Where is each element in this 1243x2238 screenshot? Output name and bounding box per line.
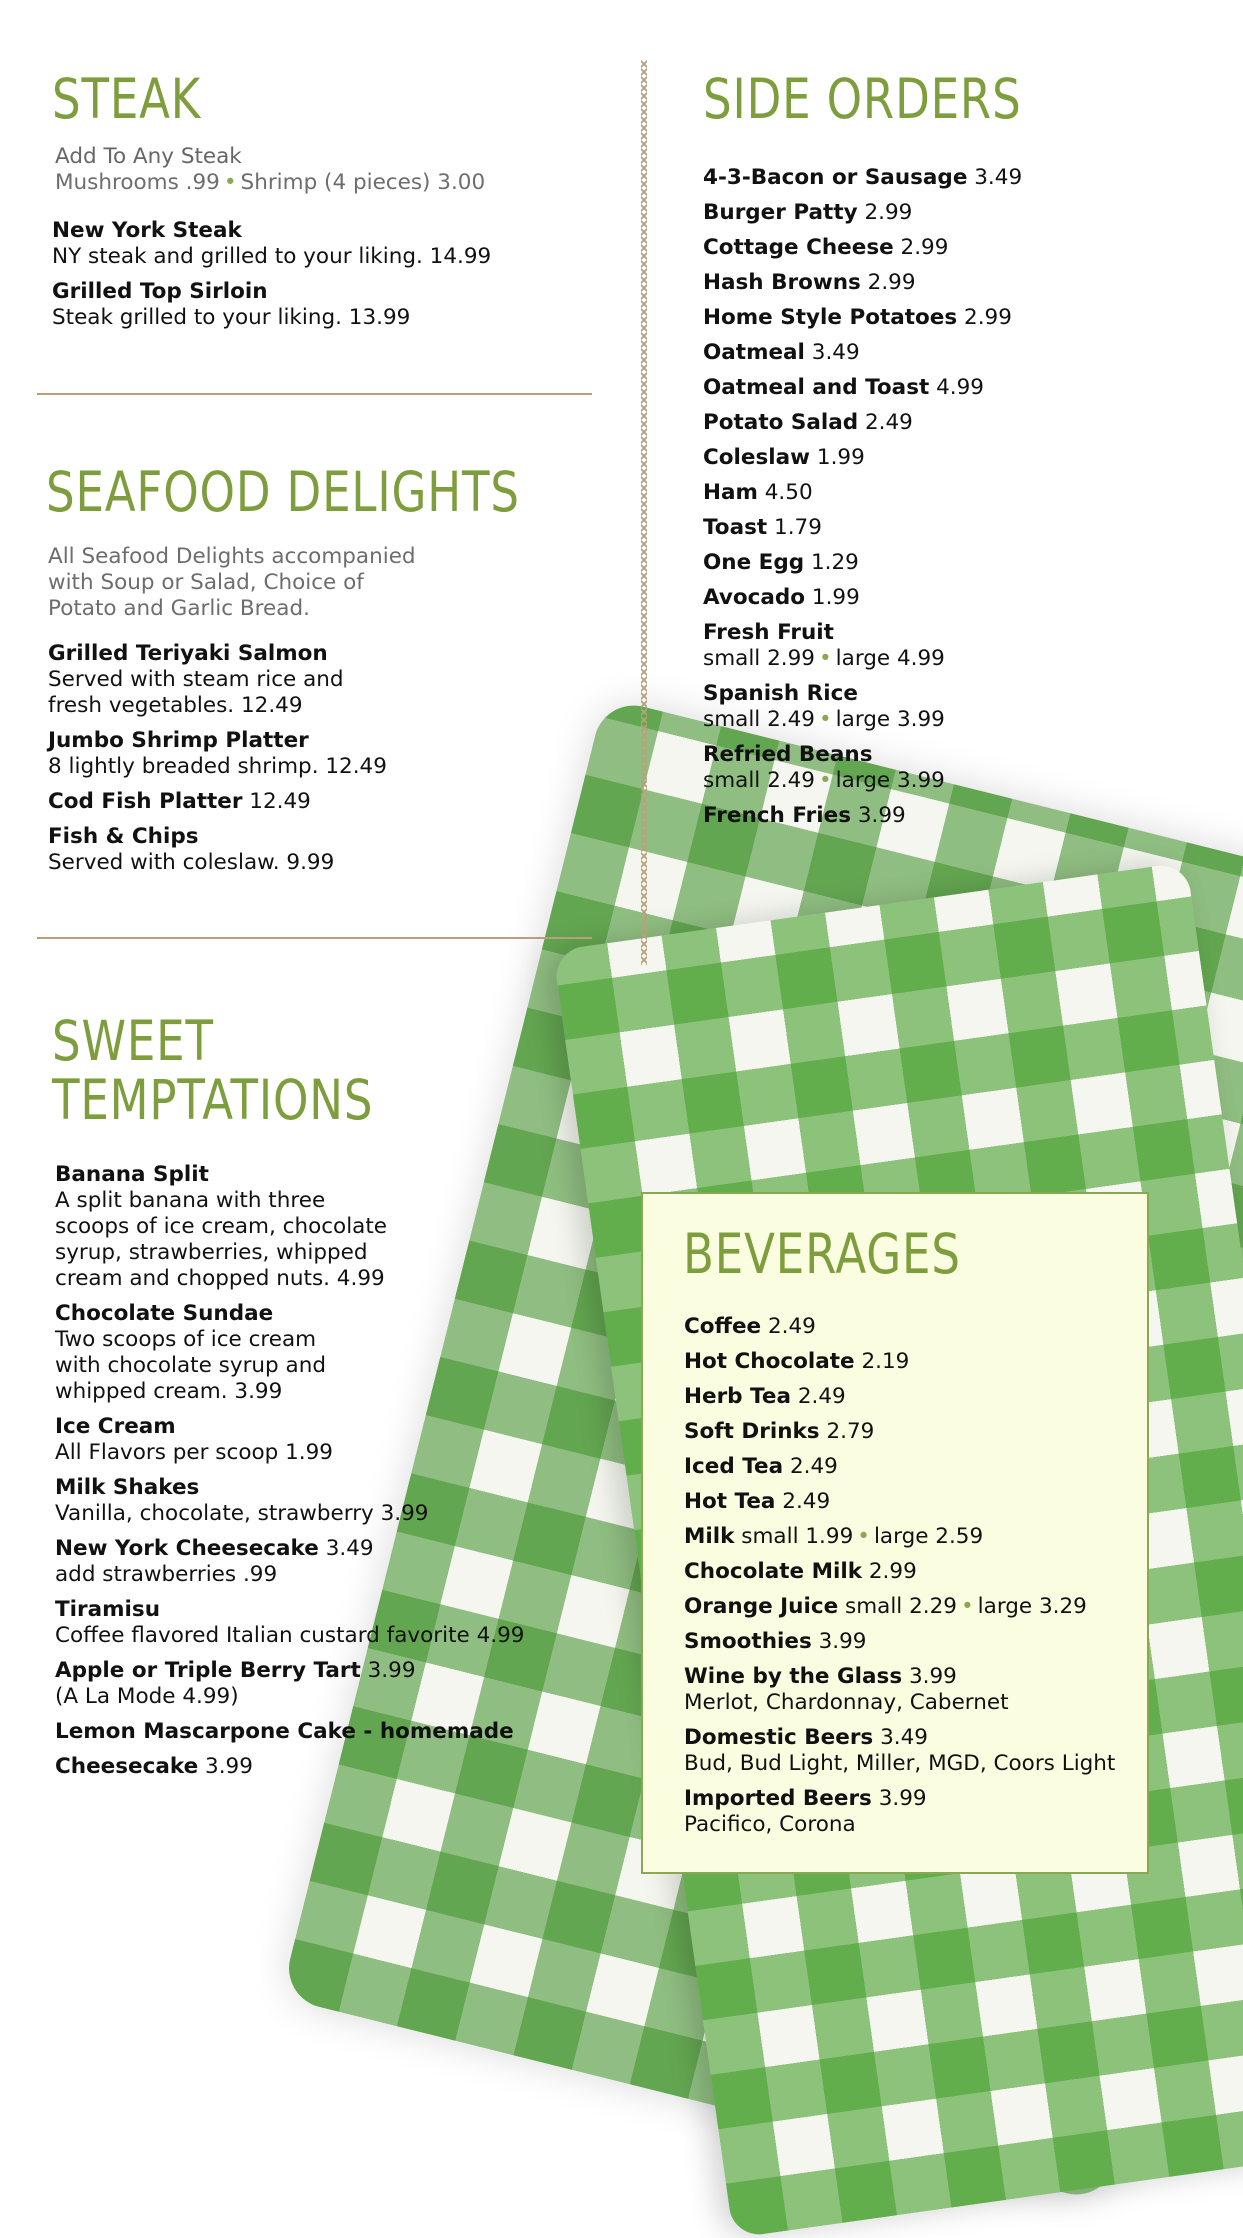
item-price: 4.50 — [764, 480, 813, 505]
item-price: 1.99 — [816, 445, 865, 470]
item-name: Soft Drinks — [684, 1419, 820, 1444]
menu-item — [55, 1162, 615, 1292]
item-description: 8 lightly breaded shrimp. 12.49 — [48, 754, 387, 779]
item-description: whipped cream. 3.99 — [55, 1379, 283, 1404]
item-price: 2.49 — [767, 1314, 816, 1339]
item-price: 3.99 — [857, 803, 906, 828]
bullet-icon: • — [818, 768, 832, 793]
item-name: Milk — [684, 1524, 735, 1549]
item-price: 2.79 — [826, 1419, 875, 1444]
item-name: Wine by the Glass — [684, 1664, 903, 1689]
item-description: Steak grilled to your liking. 13.99 — [52, 305, 411, 330]
menu-item — [55, 1719, 615, 1745]
menu-item — [55, 1475, 615, 1527]
item-name: Oatmeal — [703, 340, 805, 365]
item-name: Coleslaw — [703, 445, 811, 470]
seafood-menu-list — [48, 641, 628, 876]
steak-menu-list — [52, 218, 632, 331]
item-name: Grilled Teriyaki Salmon — [48, 641, 328, 666]
item-name: Burger Patty — [703, 200, 858, 225]
beverages-list — [684, 1314, 1144, 1838]
addon-mushrooms: Mushrooms .99 — [55, 170, 220, 195]
item-name: Hot Tea — [684, 1489, 776, 1514]
intro-line: All Seafood Delights accompanied — [48, 544, 416, 569]
menu-item — [684, 1559, 1144, 1585]
item-description: Served with coleslaw. 9.99 — [48, 850, 335, 875]
item-price: 3.99 — [818, 1629, 867, 1654]
menu-item — [684, 1314, 1144, 1340]
menu-item — [55, 1414, 615, 1466]
item-price: 2.49 — [782, 1489, 831, 1514]
item-price-large: large 3.99 — [835, 768, 945, 793]
item-name: Hash Browns — [703, 270, 861, 295]
menu-item — [703, 480, 1223, 506]
menu-item — [684, 1725, 1144, 1777]
item-price: 2.49 — [864, 410, 913, 435]
item-name: Herb Tea — [684, 1384, 791, 1409]
item-name: Spanish Rice — [703, 681, 858, 706]
item-price: 1.79 — [774, 515, 822, 540]
heading-line: TEMPTATIONS — [52, 1068, 374, 1133]
menu-item — [703, 165, 1223, 191]
menu-item — [684, 1594, 1144, 1620]
menu-item — [703, 681, 1223, 733]
menu-item — [55, 1754, 615, 1780]
menu-item — [703, 340, 1223, 366]
item-price: 2.19 — [861, 1349, 910, 1374]
item-name: Potato Salad — [703, 410, 859, 435]
item-price-small: small 2.49 — [703, 768, 815, 793]
item-name: New York Cheesecake — [55, 1536, 319, 1561]
item-price-large: large 3.99 — [835, 707, 945, 732]
item-description: with chocolate syrup and — [55, 1353, 326, 1378]
item-price-small: small 2.49 — [703, 707, 815, 732]
item-price: 3.49 — [325, 1536, 374, 1561]
item-price: 2.99 — [868, 1559, 917, 1584]
item-price: 3.49 — [880, 1725, 928, 1750]
item-price: 2.49 — [797, 1384, 846, 1409]
item-name: Toast — [703, 515, 768, 540]
steak-addon-title: Add To Any Steak — [55, 144, 242, 169]
item-name: Smoothies — [684, 1629, 812, 1654]
menu-item — [55, 1658, 615, 1710]
menu-item — [703, 445, 1223, 471]
menu-item — [703, 270, 1223, 296]
item-price: 2.99 — [964, 305, 1012, 330]
bullet-icon: • — [223, 170, 237, 195]
menu-item — [48, 641, 628, 719]
item-name: Cottage Cheese — [703, 235, 894, 260]
item-name: Banana Split — [55, 1162, 209, 1187]
item-name: New York Steak — [52, 218, 242, 243]
item-price: 2.99 — [867, 270, 916, 295]
item-price: 3.99 — [908, 1664, 957, 1689]
item-name: Apple or Triple Berry Tart — [55, 1658, 361, 1683]
item-price: 3.49 — [974, 165, 1023, 190]
menu-item — [703, 200, 1223, 226]
intro-line: Potato and Garlic Bread. — [48, 596, 310, 621]
menu-item — [684, 1384, 1144, 1410]
item-description: All Flavors per scoop 1.99 — [55, 1440, 333, 1465]
item-price-large: large 4.99 — [835, 646, 945, 671]
item-description: Pacifico, Corona — [684, 1812, 856, 1837]
menu-item — [684, 1454, 1144, 1480]
addon-shrimp: Shrimp (4 pieces) 3.00 — [240, 170, 486, 195]
item-name: Ham — [703, 480, 758, 505]
menu-item — [684, 1419, 1144, 1445]
bullet-icon: • — [818, 707, 832, 732]
item-price-small: small 2.99 — [703, 646, 815, 671]
section-rule — [37, 393, 592, 395]
item-name: Iced Tea — [684, 1454, 784, 1479]
item-price: 2.99 — [864, 200, 913, 225]
menu-item — [703, 803, 1223, 829]
item-name: Avocado — [703, 585, 806, 610]
menu-item — [52, 218, 632, 270]
item-description: Vanilla, chocolate, strawberry 3.99 — [55, 1501, 429, 1526]
menu-item — [684, 1664, 1144, 1716]
item-name: Hot Chocolate — [684, 1349, 855, 1374]
menu-item — [703, 620, 1223, 672]
item-name: Chocolate Milk — [684, 1559, 863, 1584]
menu-item — [684, 1349, 1144, 1375]
item-name: Orange Juice — [684, 1594, 839, 1619]
item-name: Jumbo Shrimp Platter — [48, 728, 309, 753]
item-description: Two scoops of ice cream — [55, 1327, 317, 1352]
item-description: A split banana with three — [55, 1188, 326, 1213]
item-price-large: large 2.59 — [873, 1524, 984, 1549]
item-price: 3.99 — [367, 1658, 416, 1683]
item-price: 4.99 — [936, 375, 984, 400]
item-name: Cod Fish Platter — [48, 789, 243, 814]
item-description: NY steak and grilled to your liking. 14.99 — [52, 244, 492, 269]
side-orders-heading: SIDE ORDERS — [703, 67, 1022, 131]
bullet-icon: • — [960, 1594, 974, 1619]
item-name: Imported Beers — [684, 1786, 872, 1811]
menu-item — [684, 1786, 1144, 1838]
item-price: 2.99 — [900, 235, 949, 260]
item-description: add strawberries .99 — [55, 1562, 278, 1587]
menu-item — [48, 789, 628, 815]
item-description: cream and chopped nuts. 4.99 — [55, 1266, 385, 1291]
menu-item — [48, 824, 628, 876]
menu-item — [703, 585, 1223, 611]
menu-item — [48, 728, 628, 780]
menu-item — [703, 410, 1223, 436]
item-name: Chocolate Sundae — [55, 1301, 274, 1326]
item-name: Cheesecake — [55, 1754, 199, 1779]
menu-item — [52, 279, 632, 331]
bullet-icon: • — [857, 1524, 870, 1549]
menu-item — [703, 742, 1223, 794]
item-price: 3.99 — [205, 1754, 253, 1779]
menu-item — [684, 1489, 1144, 1515]
item-name: Lemon Mascarpone Cake - homemade — [55, 1719, 514, 1744]
item-name: Grilled Top Sirloin — [52, 279, 268, 304]
item-price: 1.29 — [810, 550, 859, 575]
item-name: Coffee — [684, 1314, 762, 1339]
item-description: fresh vegetables. 12.49 — [48, 693, 303, 718]
item-price: 1.99 — [811, 585, 860, 610]
item-name: Ice Cream — [55, 1414, 176, 1439]
steak-heading: STEAK — [52, 67, 202, 131]
menu-item — [684, 1629, 1144, 1655]
item-price: 12.49 — [249, 789, 311, 814]
menu-item — [684, 1524, 1144, 1550]
item-name: Refried Beans — [703, 742, 873, 767]
item-description: syrup, strawberries, whipped — [55, 1240, 368, 1265]
column-divider — [641, 60, 647, 965]
item-name: Tiramisu — [55, 1597, 161, 1622]
item-name: Fresh Fruit — [703, 620, 834, 645]
item-price: 2.49 — [789, 1454, 838, 1479]
seafood-intro — [48, 544, 608, 622]
item-description: Served with steam rice and — [48, 667, 344, 692]
item-name: Fish & Chips — [48, 824, 199, 849]
menu-item — [703, 550, 1223, 576]
item-price-small: small 1.99 — [741, 1524, 854, 1549]
bullet-icon: • — [818, 646, 832, 671]
item-name: One Egg — [703, 550, 805, 575]
menu-item — [55, 1301, 615, 1405]
section-rule — [37, 937, 592, 939]
menu-item — [703, 515, 1223, 541]
item-description: Bud, Bud Light, Miller, MGD, Coors Light — [684, 1751, 1116, 1776]
item-description: (A La Mode 4.99) — [55, 1684, 239, 1709]
sweet-heading — [52, 1009, 374, 1133]
item-description: Merlot, Chardonnay, Cabernet — [684, 1690, 1009, 1715]
item-price-large: large 3.29 — [977, 1594, 1087, 1619]
item-name: Oatmeal and Toast — [703, 375, 930, 400]
steak-addon-options — [55, 170, 615, 196]
menu-item — [55, 1597, 615, 1649]
menu-item — [55, 1536, 615, 1588]
item-description: Coffee flavored Italian custard favorite 4.99 — [55, 1623, 525, 1648]
item-price: 3.49 — [811, 340, 860, 365]
item-name: Milk Shakes — [55, 1475, 200, 1500]
steak-addons — [55, 144, 615, 196]
item-name: Domestic Beers — [684, 1725, 874, 1750]
item-name: French Fries — [703, 803, 852, 828]
item-price: 3.99 — [878, 1786, 927, 1811]
item-name: Home Style Potatoes — [703, 305, 958, 330]
seafood-heading: SEAFOOD DELIGHTS — [46, 460, 520, 524]
intro-line: with Soup or Salad, Choice of — [48, 570, 364, 595]
item-name: 4-3-Bacon or Sausage — [703, 165, 968, 190]
beverages-heading: BEVERAGES — [683, 1222, 961, 1286]
side-orders-list — [703, 156, 1223, 829]
menu-item — [703, 375, 1223, 401]
menu-item — [703, 305, 1223, 331]
item-description: scoops of ice cream, chocolate — [55, 1214, 388, 1239]
item-price-small: small 2.29 — [845, 1594, 957, 1619]
sweet-menu-list — [55, 1162, 615, 1780]
heading-line: SWEET — [52, 1009, 214, 1073]
menu-item — [703, 235, 1223, 261]
